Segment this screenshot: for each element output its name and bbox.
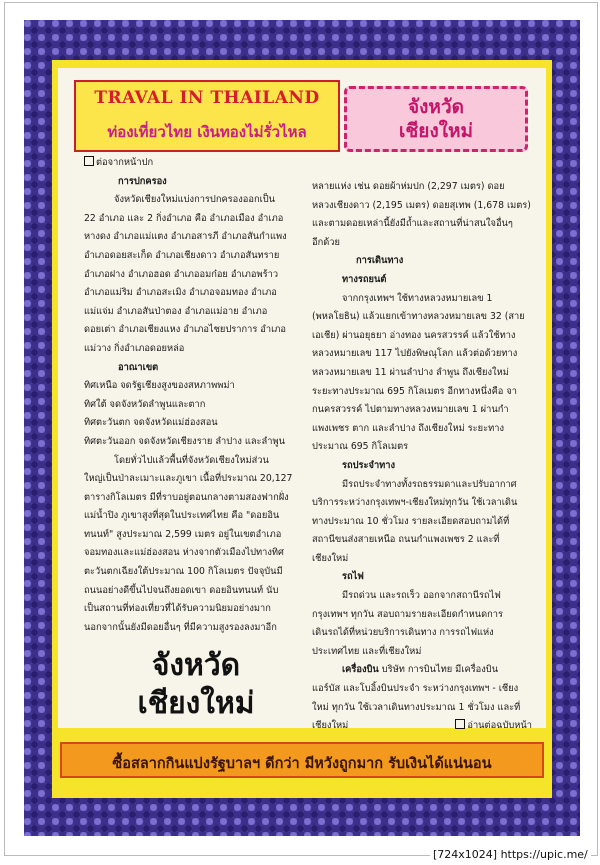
travel-heading: การเดินทาง xyxy=(356,255,404,267)
car-line: ระยะทางประมาณ 695 กิโลเมตร อีกทางหนึ่งคือ จา xyxy=(312,385,517,397)
geo-line: โดยทั่วไปแล้วพื้นที่จังหวัดเชียงใหม่ส่วน xyxy=(114,454,269,466)
geo-line: ถนนอย่างดีขึ้นไปจนถึงยอดเขา ดอยอินทนนท์ นับ xyxy=(84,584,279,596)
checkbox-icon xyxy=(455,719,465,729)
car-line: จากกรุงเทพฯ ใช้ทางหลวงหมายเลข 1 xyxy=(342,292,493,304)
admin-line: อำเภอดอยสะเก็ด อำเภอเชียงดาว อำเภอสันทราย xyxy=(84,249,280,261)
geo-line: ตะวันตกเฉียงใต้ประมาณ 100 กิโลเมตร ปัจจุบันมี xyxy=(84,566,283,578)
geo-line: ตารางกิโลเมตร มีที่ราบอยู่ตอนกลางตามสองฟากฝั่ง xyxy=(84,491,289,503)
admin-line: แม่วาง กิ่งอำเภอดอยหล่อ xyxy=(84,342,185,354)
plane-line: ใหม่ ทุกวัน ใช้เวลาเดินทางประมาณ 1 ชั่วโมง และที่ xyxy=(312,701,521,713)
boundary-line: ทิศตะวันออก จดจังหวัดเชียงราย ลำปาง และลำพูน xyxy=(84,435,285,447)
intro-line: และตามดอยเหล่านี้ยังมีถ้ำและสถานที่น่าสนใจอื่นๆ xyxy=(312,218,513,230)
plane-line-last: เชียงใหม่ อ่านต่อฉบับหน้า xyxy=(312,717,532,736)
car-line: หลวงหมายเลข 117 ไปยังพิษณุโลก แล้วต่อด้วยทาง xyxy=(312,348,518,360)
bus-heading: รถประจำทาง xyxy=(342,459,396,471)
car-heading: ทางรถยนต์ xyxy=(342,273,387,285)
plane-line-first xyxy=(312,661,532,680)
big-province-name-line1: จังหวัด xyxy=(151,648,241,683)
title-thai: ท่องเที่ยวไทย เงินทองไม่รั่วไหล xyxy=(107,123,307,141)
geo-line: แม่น้ำปิง ภูเขาสูงที่สุดในประเทศไทย คือ "ดอยอิน xyxy=(84,510,280,522)
car-line: เอเชีย) ผ่านอยุธยา อ่างทอง นครสวรรค์ แล้วใช้ทาง xyxy=(312,329,516,341)
train-line: เดินรถได้ที่หน่วยบริการเดินทาง การรถไฟแห่ง xyxy=(312,627,494,639)
big-province-name-line2: เชียงใหม่ xyxy=(137,686,255,721)
geo-line: ทนนท์" สูงประมาณ 2,599 เมตร อยู่ในเขตอำเภอ xyxy=(84,528,282,540)
admin-line: แม่แจ่ม อำเภอสันป่าตอง อำเภอแม่อาย อำเภอ xyxy=(84,305,268,317)
lottery-banner xyxy=(60,742,544,778)
geo-line: จอมทองและแม่ฮ่องสอน ห่างจากตัวเมืองไปทางทิศ xyxy=(84,547,284,559)
continued-from-label: ต่อจากหน้าปก xyxy=(84,154,308,173)
admin-line: จังหวัดเชียงใหม่แบ่งการปกครองออกเป็น xyxy=(114,194,276,206)
train-line: มีรถด่วน และรถเร็ว ออกจากสถานีรถไฟ xyxy=(342,590,501,602)
plane-heading: เครื่องบิน xyxy=(342,664,379,676)
admin-heading: การปกครอง xyxy=(118,175,167,187)
admin-line: ดอยเต่า อำเภอเชียงแหง อำเภอไชยปราการ อำเภอ xyxy=(84,324,286,336)
admin-line: 22 อำเภอ และ 2 กิ่งอำเภอ คือ อำเภอเมือง อำเภอ xyxy=(84,212,284,224)
continued-to-label: อ่านต่อฉบับหน้า xyxy=(455,717,532,736)
admin-line: อำเภอแม่ริม อำเภอสะเมิง อำเภอจอมทอง อำเภอ xyxy=(84,287,277,299)
admin-line: หางดง อำเภอแม่แตง อำเภอสารภี อำเภอสันกำแพง xyxy=(84,231,287,243)
geo-line: เป็นสถานที่ท่องเที่ยวที่ได้รับความนิยมอย่างมาก xyxy=(84,603,271,615)
banner-text: ซื้อสลากกินแบ่งรัฐบาลฯ ดีกว่า มีหวังถูกมาก รับเงินได้แน่นอน xyxy=(112,756,492,772)
province-badge xyxy=(344,86,528,152)
car-line: (พหลโยธิน) แล้วแยกเข้าทางหลวงหมายเลข 32 (สาย xyxy=(312,311,525,323)
train-heading: รถไฟ xyxy=(342,571,364,583)
intro-line: อีกด้วย xyxy=(312,236,340,248)
province-badge-line2: เชียงใหม่ xyxy=(398,120,474,142)
geo-line: ใหญ่เป็นป่าละเมาะและภูเขา เนื้อที่ประมาณ 20,127 xyxy=(84,473,293,485)
right-column xyxy=(312,178,532,736)
bus-line: เชียงใหม่ xyxy=(312,552,349,564)
boundary-heading: อาณาเขต xyxy=(118,361,159,373)
car-line: หลวงหมายเลข 11 ผ่านลำปาง ลำพูน ถึงเชียงใหม่ xyxy=(312,366,509,378)
province-badge-line1: จังหวัด xyxy=(408,96,464,118)
bus-line: ทางประมาณ 10 ชั่วโมง รายละเอียดสอบถามได้ที่ xyxy=(312,515,510,527)
plane-line: บริษัท การบินไทย มีเครื่องบิน xyxy=(381,664,499,676)
boundary-line: ทิศใต้ จดจังหวัดลำพูนและตาก xyxy=(84,398,206,410)
geo-line: นอกจากนั้นยังมีดอยอื่นๆ ที่มีความสูงรองลงมาอีก xyxy=(84,621,277,633)
boundary-line: ทิศเหนือ จดรัฐเชียงสูงของสหภาพพม่า xyxy=(84,380,235,392)
title-box xyxy=(74,80,340,152)
bus-line: มีรถประจำทางทั้งรถธรรมดาและปรับอากาศ xyxy=(342,478,517,490)
intro-line: หลวงเชียงดาว (2,195 เมตร) ดอยสุเทพ (1,678 เมตร) xyxy=(312,199,531,211)
admin-line: อำเภอฝาง อำเภอฮอด อำเภออมก๋อย อำเภอพร้าว xyxy=(84,268,279,280)
title-english: TRAVAL IN THAILAND xyxy=(94,88,320,108)
boundary-line: ทิศตะวันตก จดจังหวัดแม่ฮ่องสอน xyxy=(84,417,218,429)
checkbox-icon xyxy=(84,156,94,166)
car-line: แพงเพชร ตาก และลำปาง ถึงเชียงใหม่ ระยะทาง xyxy=(312,422,504,434)
car-line: ประมาณ 695 กิโลเมตร xyxy=(312,441,409,453)
train-line: ประเทศไทย และที่เชียงใหม่ xyxy=(312,645,422,657)
watermark-text: [724x1024] https://upic.me/ xyxy=(430,848,591,861)
train-line: กรุงเทพฯ ทุกวัน สอบถามรายละเอียดกำหนดการ xyxy=(312,608,504,620)
plane-line: แอร์บัส และโบอิ้งบินประจำ ระหว่างกรุงเทพฯ - เชียง xyxy=(312,683,519,695)
intro-line: หลายแห่ง เช่น ดอยผ้าห่มปก (2,297 เมตร) ดอย xyxy=(312,181,505,192)
left-column xyxy=(84,154,308,637)
bus-line: บริการระหว่างกรุงเทพฯ-เชียงใหม่ทุกวัน ใช้เวลาเดิน xyxy=(312,497,518,509)
bus-line: สถานีขนส่งสายเหนือ ถนนกำแพงเพชร 2 และที่ xyxy=(312,534,500,546)
car-line: กนครสวรรค์ ไปตามทางหลวงหมายเลข 1 ผ่านกำ xyxy=(312,404,509,416)
